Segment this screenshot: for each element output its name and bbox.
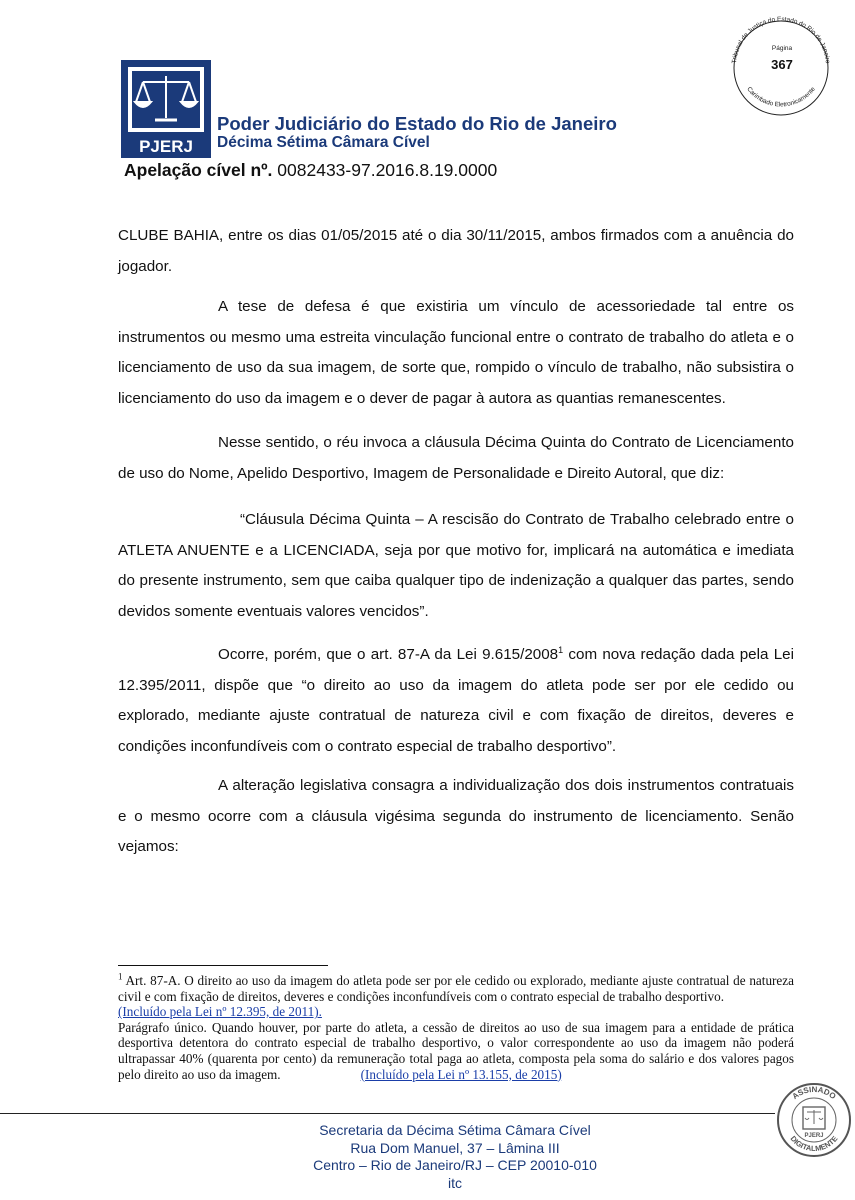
footnote-article [118, 973, 794, 1020]
footnote-link-1[interactable]: (Incluído pela Lei nº 12.395, de 2011). [118, 1004, 322, 1020]
stamp-arc-top: Tribunal de Justiça do Estado do Rio de Janeiro [731, 16, 831, 64]
paragraph-3: Nesse sentido, o réu invoca a cláusula Décima Quinta do Contrato de Licenciamento de uso do Nome, Apelido Desportivo, Imagem de Personalidade e Direito Autoral, que diz: [118, 434, 794, 482]
logo-text: PJERJ [139, 137, 193, 156]
case-number: 0082433-97.2016.8.19.0000 [277, 160, 498, 180]
footnote-reference[interactable]: 1 [558, 644, 564, 655]
seal-arc-top: ASSINADO [790, 1084, 838, 1102]
quoted-clause-text: “Cláusula Décima Quinta – A rescisão do Contrato de Trabalho celebrado entre o ATLETA ANUENTE e a LICENCIADA, seja por que motivo for, implicará na automática e imediata do presente instrumento, sem que caiba qualquer tipo de indenização a qualquer das partes, sendo devidos somente eventuais valores vencidos”. [118, 511, 794, 620]
footnote-link-2[interactable]: (Incluído pela Lei nº 13.155, de 2015) [360, 1066, 562, 1082]
chamber-name: Décima Sétima Câmara Cível [217, 134, 430, 151]
case-label: Apelação cível nº. [124, 160, 273, 180]
seal-center: PJERJ [804, 1133, 824, 1139]
seal-arc-bottom: DIGITALMENTE [788, 1134, 840, 1154]
footnote [118, 973, 794, 1082]
svg-text:Carimbado Eletronicamente [745, 85, 817, 108]
footnote-text-2: Parágrafo único. Quando houver, por parte do atleta, a cessão de direitos ao uso de sua imagem para a entidade de prática desportiva detentora do contrato especial de trabalho desportivo, o valor correspondente ao uso da imagem não poderá ultrapassar 40% (quarenta por cento) da remuneração total paga ao atleta, composta pela soma do salário e dos valores pagos pelo direito ao uso da imagem. [118, 1019, 794, 1082]
quoted-clause [118, 505, 794, 627]
pjerj-logo [121, 60, 211, 158]
footnote-text-1: Art. 87-A. O direito ao uso da imagem do atleta pode ser por ele cedido ou explorado, mediante ajuste contratual de natureza civil e com fixação de direitos, deveres e condições inconfundíveis com o contrato especial de trabalho desportivo. [118, 973, 794, 1004]
stamp-arc-bottom: Carimbado Eletronicamente [745, 85, 817, 109]
footer-line-city: Centro – Rio de Janeiro/RJ – CEP 20010-010 [313, 1157, 597, 1174]
paragraph-6: A alteração legislativa consagra a individualização dos dois instrumentos contratuais e o mesmo ocorre com a cláusula vigésima segunda do instrumento de licenciamento. Senão vejamos: [118, 777, 794, 855]
footer-line-street: Rua Dom Manuel, 37 – Lâmina III [350, 1139, 560, 1156]
paragraph-5-lead: Ocorre, porém, que o art. 87-A da Lei 9.615/2008 [218, 646, 559, 663]
stamp-label: Página [771, 45, 793, 52]
paragraph-1: CLUBE BAHIA, entre os dias 01/05/2015 até o dia 30/11/2015, ambos firmados com a anuência do jogador. [118, 227, 794, 275]
footer-separator [0, 1113, 775, 1114]
case-number-line [124, 160, 497, 181]
footer-line-secretariat: Secretaria da Décima Sétima Câmara Cível [319, 1122, 591, 1138]
paragraph-5-rest: com nova redação dada pela Lei 12.395/2011, dispõe que “o direito ao uso da imagem do atleta pode ser por ele cedido ou explorado, mediante ajuste contratual de natureza civil e com fixação de direitos, deveres e condições inconfundíveis com o contrato especial de trabalho desportivo”. [118, 646, 794, 755]
footnote-separator [118, 965, 328, 966]
court-name: Poder Judiciário do Estado do Rio de Janeiro [217, 113, 617, 134]
digital-signature-seal [776, 1082, 852, 1158]
paragraph-2: A tese de defesa é que existiria um vínculo de acessoriedade tal entre os instrumentos ou mesmo uma estreita vinculação funcional entre o contrato de trabalho do atleta e o licenciamento de uso da sua imagem, de sorte que, rompido o vínculo de trabalho, não subsistira o licenciamento do uso da imagem e o dever de pagar à autora as quantias remanescentes. [118, 298, 794, 407]
footer-address [250, 1122, 660, 1192]
footer-line-initials: itc [448, 1174, 462, 1191]
stamp-page-number: 367 [771, 57, 793, 72]
page-number-stamp [722, 16, 840, 116]
paragraph-5 [118, 640, 794, 762]
footnote-paragraph [118, 1020, 794, 1082]
footnote-marker: 1 [118, 971, 123, 982]
